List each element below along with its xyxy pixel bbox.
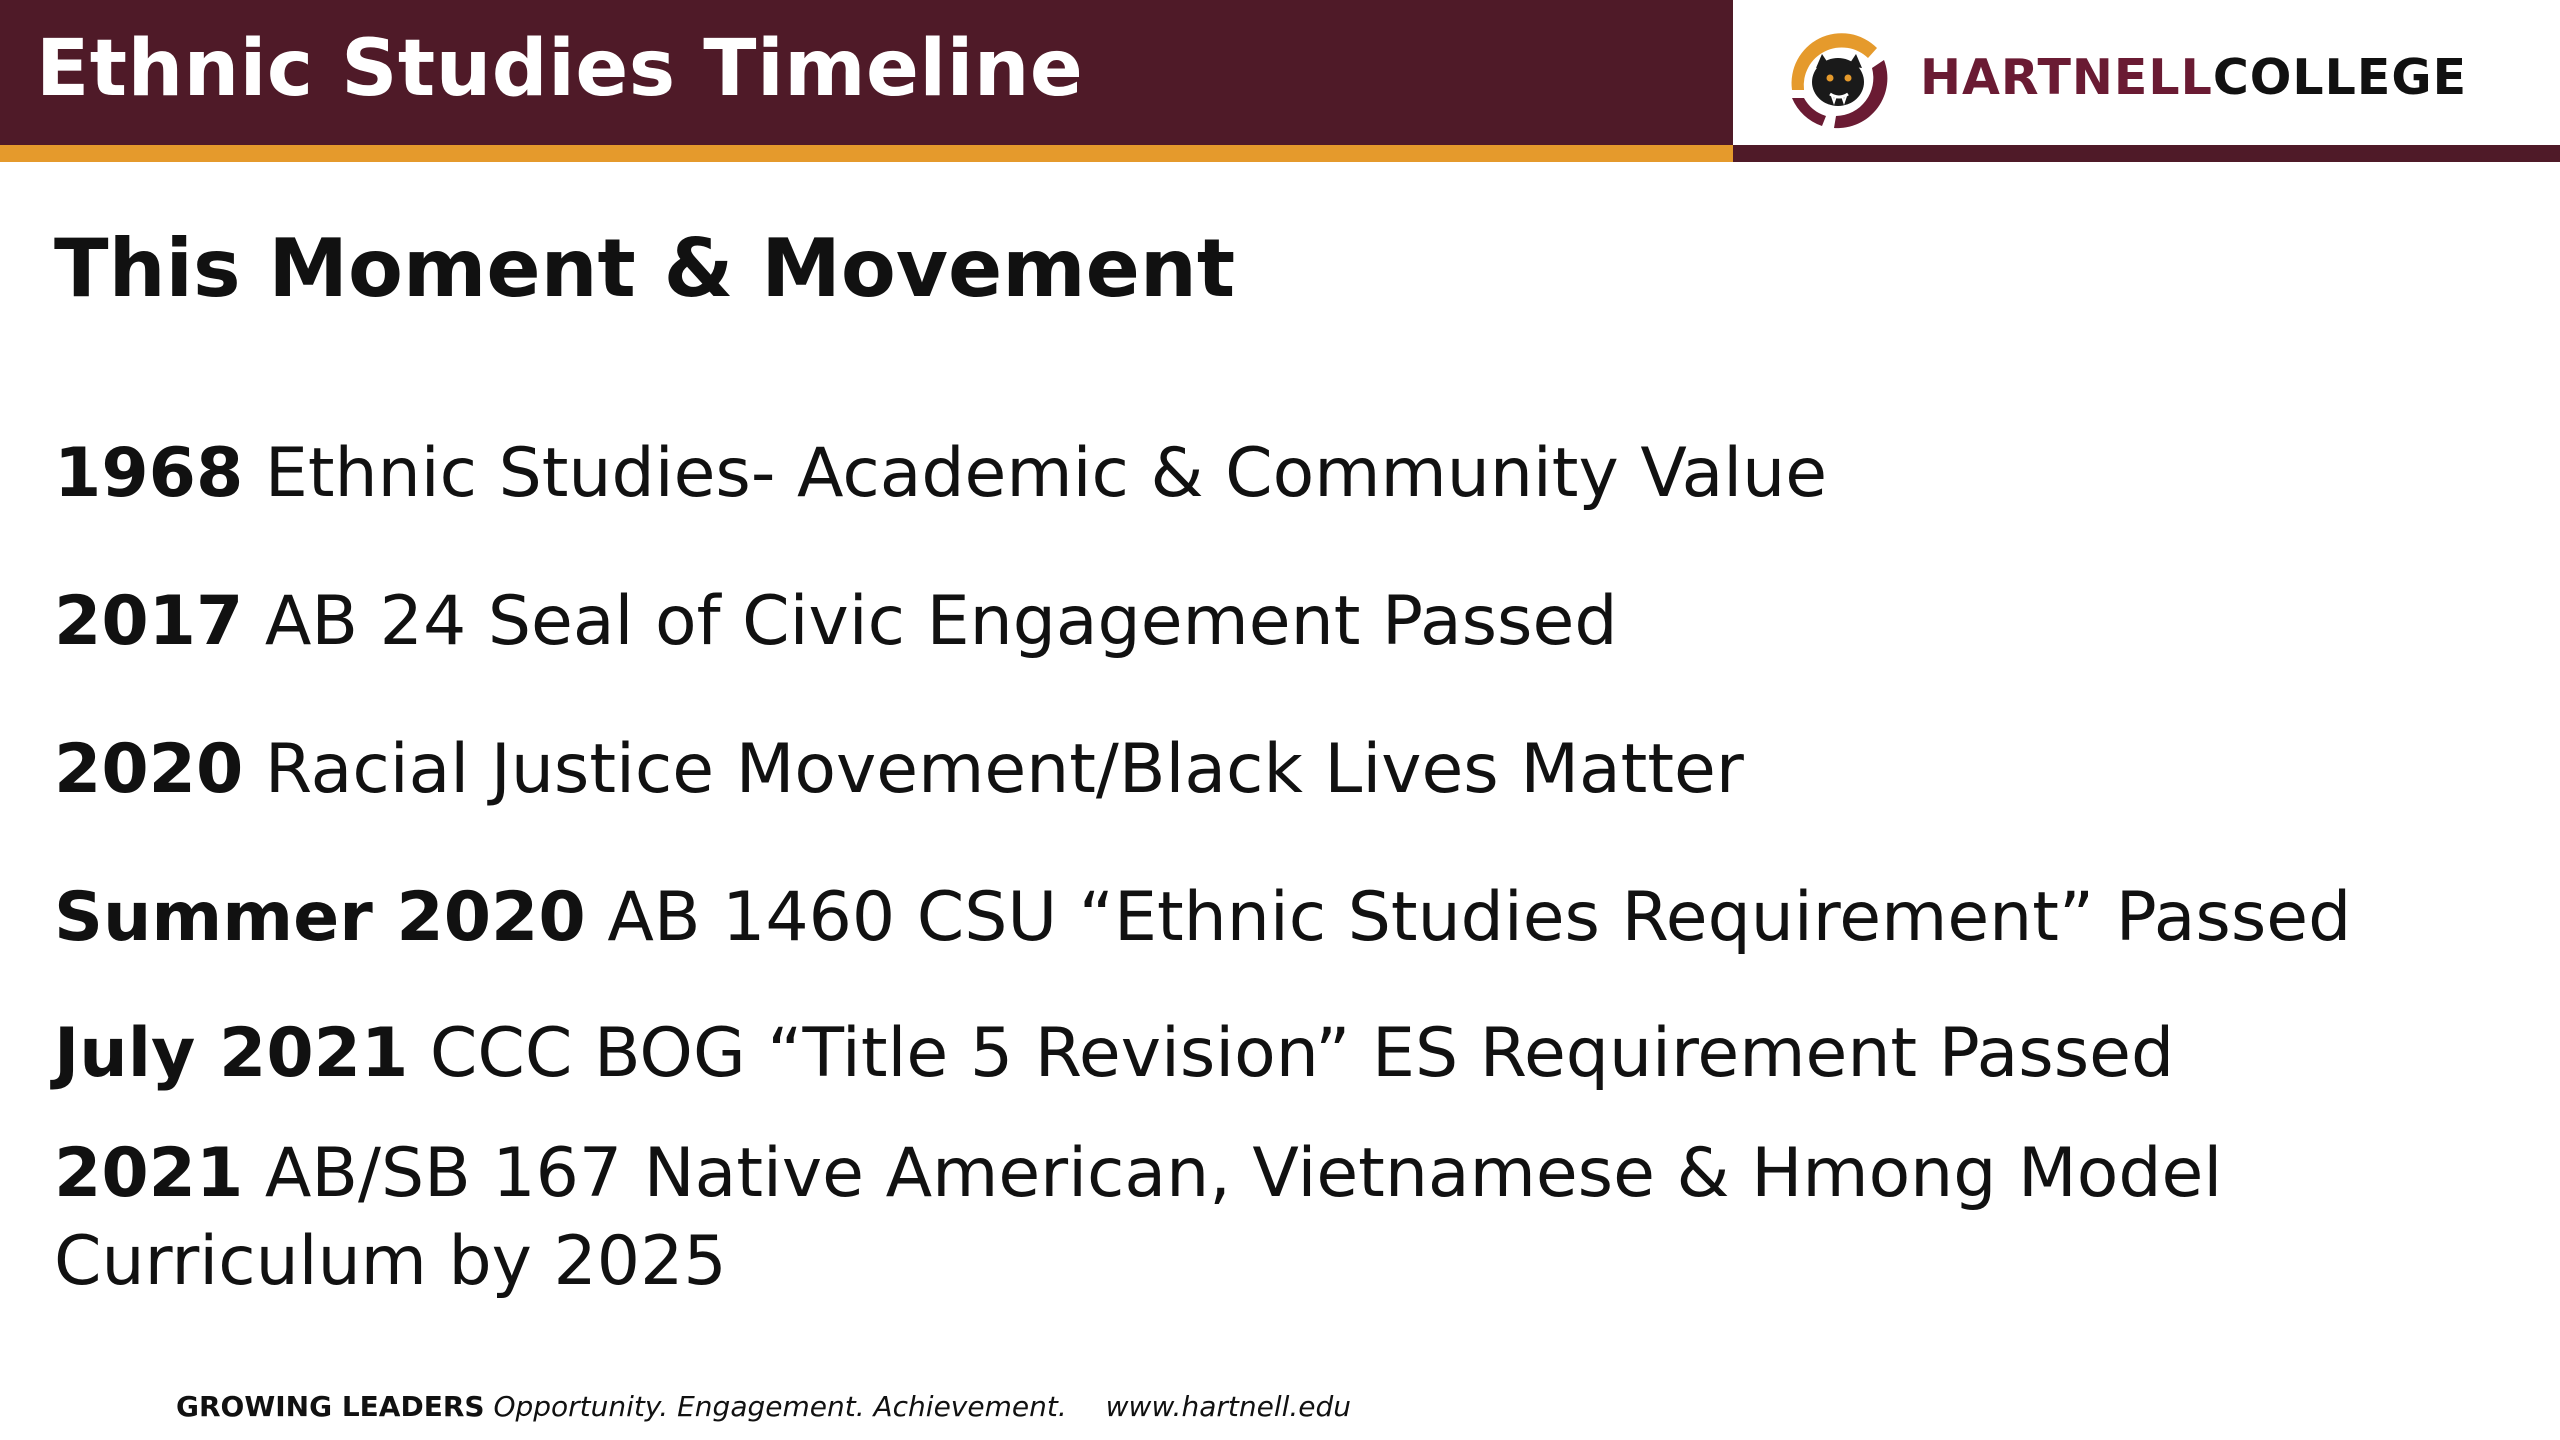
timeline-event: Ethnic Studies- Academic & Community Value [264,434,1828,513]
timeline-event: AB 24 Seal of Civic Engagement Passed [264,582,1618,661]
timeline-year: Summer 2020 [54,878,586,957]
timeline-event: AB/SB 167 Native American, Vietnamese & Hmong Model Curriculum by 2025 [54,1134,2223,1301]
footer-url: www.hartnell.edu [1105,1390,1352,1423]
timeline-item [54,1130,2254,1306]
timeline-event: CCC BOG “Title 5 Revision” ES Requirement Passed [429,1014,2175,1093]
timeline-item [54,874,2454,962]
panther-logo-icon [1772,20,1902,135]
header-accent-stripe [0,145,1733,162]
footer-tagline: Opportunity. Engagement. Achievement. [493,1390,1067,1423]
footer-brand: GROWING LEADERS [176,1390,485,1423]
logo-name-college: COLLEGE [2212,49,2468,106]
logo-wordmark [1920,49,2467,106]
timeline-item [54,1010,2454,1098]
timeline-item [54,726,2454,814]
header-logo-underline [1733,145,2560,162]
timeline-year: 2020 [54,730,244,809]
slide-title: Ethnic Studies Timeline [36,24,1084,114]
timeline-year: July 2021 [54,1014,409,1093]
timeline-item [54,578,2454,666]
timeline-event: AB 1460 CSU “Ethnic Studies Requirement” Passed [607,878,2352,957]
hartnell-logo [1772,20,2467,135]
timeline-year: 2017 [54,582,244,661]
timeline-year: 1968 [54,434,244,513]
timeline-item [54,430,2454,518]
timeline-event: Racial Justice Movement/Black Lives Matter [264,730,1744,809]
slide-subtitle: This Moment & Movement [54,222,1236,315]
logo-name-hartnell: HARTNELL [1920,49,2213,106]
footer [176,1390,1351,1423]
timeline-year: 2021 [54,1134,244,1213]
